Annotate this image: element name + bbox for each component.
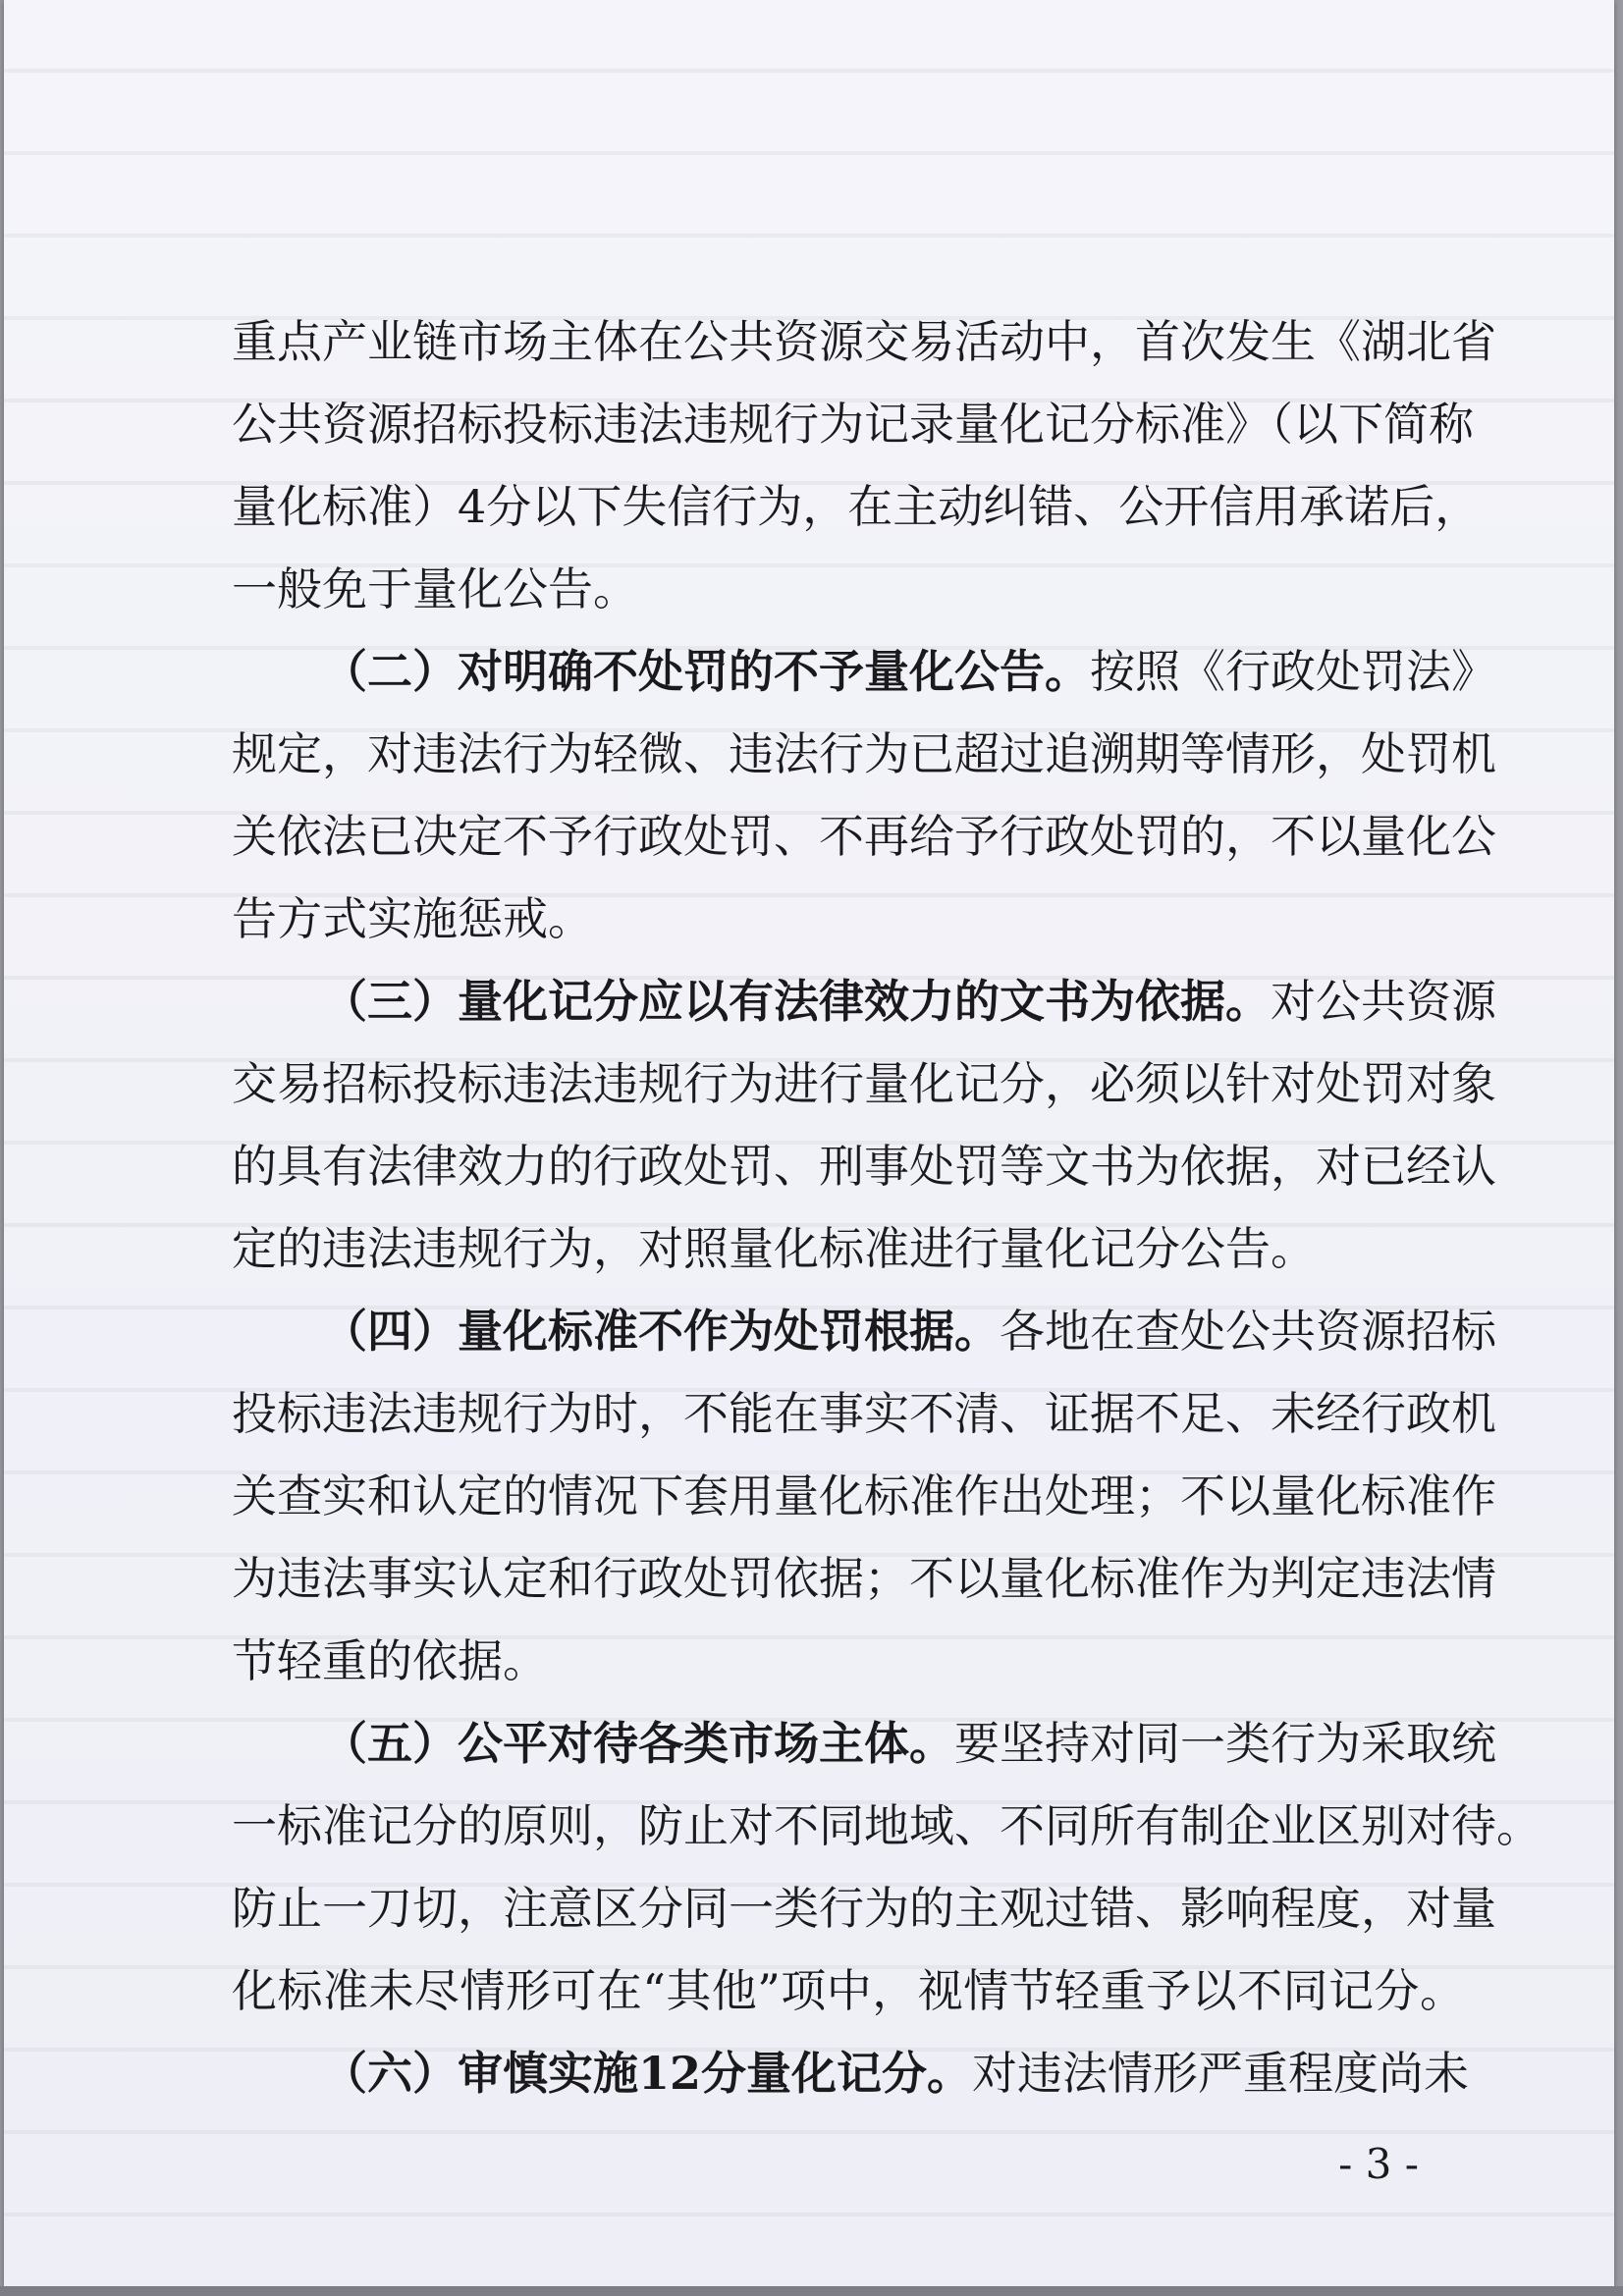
section-heading-line: （四）量化标准不作为处罚根据。各地在查处公共资源招标 <box>322 1305 1496 1358</box>
text-line: 交易招标投标违法违规行为进行量化记分，必须以针对处罚对象 <box>232 1057 1496 1110</box>
section-heading-line: （三）量化记分应以有法律效力的文书为依据。对公共资源 <box>322 975 1496 1028</box>
text-line: 重点产业链市场主体在公共资源交易活动中，首次发生《湖北省 <box>232 315 1496 368</box>
section-heading: （六）审慎实施12分量化记分。 <box>322 2047 973 2100</box>
text-line: 化标准未尽情形可在“其他”项中，视情节轻重予以不同记分。 <box>232 1964 1465 2017</box>
text-line: 一般免于量化公告。 <box>232 562 638 615</box>
text-line: 防止一刀切，注意区分同一类行为的主观过错、影响程度，对量 <box>232 1882 1496 1935</box>
document-page <box>4 0 1614 2287</box>
section-heading: （三）量化记分应以有法律效力的文书为依据。 <box>322 975 1271 1028</box>
scanner-edge <box>0 2286 1623 2296</box>
text-line: 关依法已决定不予行政处罚、不再给予行政处罚的，不以量化公 <box>232 810 1496 863</box>
section-heading: （五）公平对待各类市场主体。 <box>322 1717 954 1770</box>
section-heading-line: （五）公平对待各类市场主体。要坚持对同一类行为采取统 <box>322 1717 1496 1770</box>
page-number: - 3 - <box>1338 2140 1419 2188</box>
text-line: 的具有法律效力的行政处罚、刑事处罚等文书为依据，对已经认 <box>232 1140 1496 1193</box>
text-line: 公共资源招标投标违法违规行为记录量化记分标准》（以下简称 <box>232 398 1474 451</box>
text-line: 量化标准）4分以下失信行为，在主动纠错、公开信用承诺后， <box>232 480 1481 533</box>
text-line: 投标违法违规行为时，不能在事实不清、证据不足、未经行政机 <box>232 1387 1496 1440</box>
section-heading: （二）对明确不处罚的不予量化公告。 <box>322 645 1090 698</box>
text-line: 节轻重的依据。 <box>232 1634 548 1687</box>
section-heading-line: （二）对明确不处罚的不予量化公告。按照《行政处罚法》 <box>322 645 1496 698</box>
text-line: 为违法事实认定和行政处罚依据；不以量化标准作为判定违法情 <box>232 1552 1496 1605</box>
text-line: 关查实和认定的情况下套用量化标准作出处理；不以量化标准作 <box>232 1469 1496 1522</box>
section-heading: （四）量化标准不作为处罚根据。 <box>322 1305 1000 1358</box>
text-line: 告方式实施惩戒。 <box>232 892 593 945</box>
body-text <box>232 300 1542 2114</box>
text-line: 一标准记分的原则，防止对不同地域、不同所有制企业区别对待。 <box>232 1799 1542 1852</box>
text-line: 定的违法违规行为，对照量化标准进行量化记分公告。 <box>232 1222 1316 1275</box>
section-heading-line: （六）审慎实施12分量化记分。对违法情形严重程度尚未 <box>322 2047 1470 2100</box>
text-line: 规定，对违法行为轻微、违法行为已超过追溯期等情形，处罚机 <box>232 727 1496 780</box>
